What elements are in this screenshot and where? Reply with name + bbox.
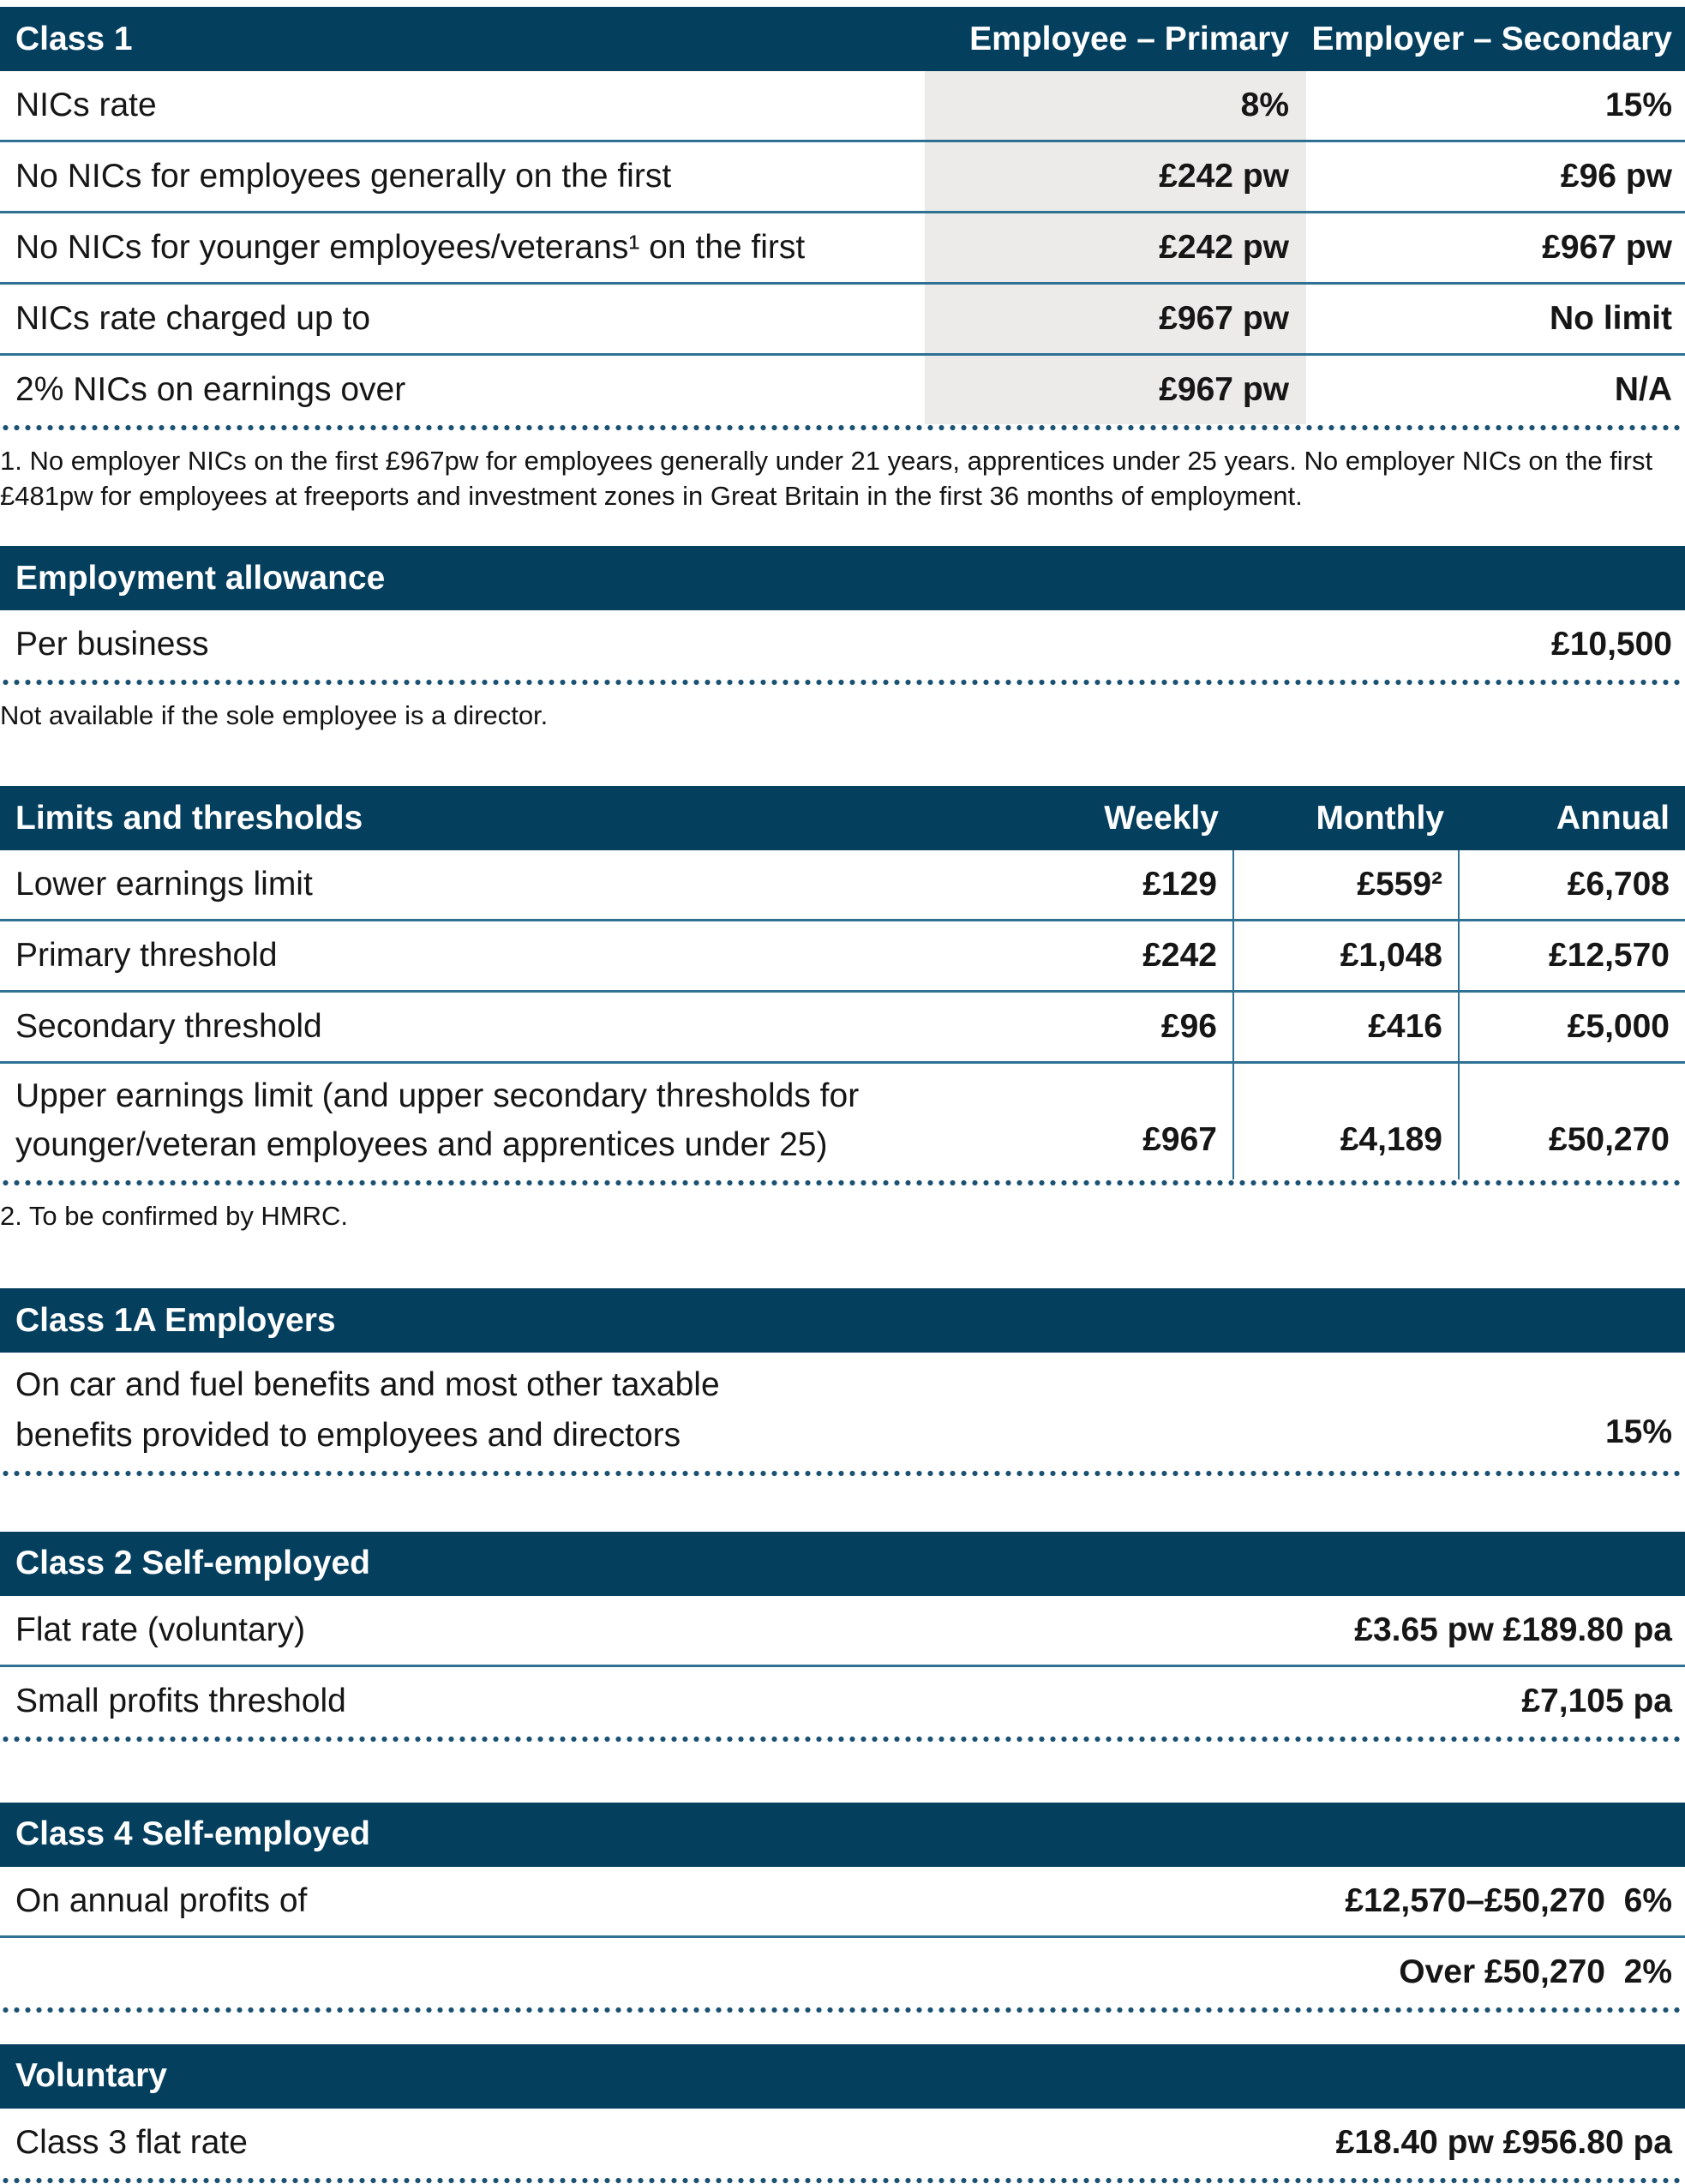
table-row xyxy=(0,1665,1685,1736)
row-label: On car and fuel benefits and most other taxable benefits provided to employees and directors xyxy=(15,1366,720,1455)
section-title: Employment allowance xyxy=(15,559,386,597)
row-value-annual: £5,000 xyxy=(1567,1008,1670,1045)
dotted-divider xyxy=(0,679,1685,686)
table-row xyxy=(0,140,1685,211)
dotted-divider xyxy=(0,1470,1685,1477)
row-label xyxy=(0,1938,1399,2007)
row-label: No NICs for employees generally on the first xyxy=(15,158,672,195)
section-header xyxy=(0,1288,1685,1353)
section-title: Class 2 Self-employed xyxy=(15,1545,370,1582)
employment-allowance-table xyxy=(0,546,1685,733)
class1-col-employer-secondary: Employer – Secondary xyxy=(1311,20,1672,57)
row-value: £10,500 xyxy=(1551,626,1672,663)
class1-title: Class 1 xyxy=(15,20,133,57)
table-row xyxy=(0,919,1685,990)
limits-footnote: 2. To be confirmed by HMRC. xyxy=(0,1201,349,1232)
class1-col-employee-primary: Employee – Primary xyxy=(969,20,1289,57)
class1-header-row xyxy=(0,7,1685,71)
class1a-table xyxy=(0,1288,1685,1477)
section-header xyxy=(0,1803,1685,1867)
row-value-secondary: £96 pw xyxy=(1560,158,1672,195)
row-label: Secondary threshold xyxy=(15,1008,322,1045)
table-row xyxy=(0,990,1685,1061)
class1-footnote: 1. No employer NICs on the first £967pw for employees generally under 21 years, apprentices under 25 years. No employer NICs on the first £481pw for employees at freeports and investment zones in Great Britain in the first 36 months of employment. xyxy=(0,446,1653,511)
table-row xyxy=(0,353,1685,424)
row-label: Primary threshold xyxy=(15,937,278,974)
row-value-annual: £12,570 xyxy=(1549,937,1670,974)
section-header xyxy=(0,1532,1685,1596)
row-value-monthly: £1,048 xyxy=(1234,921,1460,990)
section-header xyxy=(0,2044,1685,2109)
row-value-secondary: £967 pw xyxy=(1542,229,1672,266)
section-title: Class 1A Employers xyxy=(15,1301,336,1339)
row-label: On annual profits of xyxy=(15,1881,308,1919)
row-value-secondary: 15% xyxy=(1604,87,1672,123)
section-header xyxy=(0,546,1685,610)
table-row xyxy=(0,71,1685,140)
row-value: £3.65 pw £189.80 pa xyxy=(1354,1611,1672,1648)
table-row xyxy=(0,1353,1685,1470)
table-row xyxy=(0,282,1685,353)
limits-col-weekly: Weekly xyxy=(1104,799,1219,837)
row-value-monthly: £559² xyxy=(1234,850,1460,919)
table-row xyxy=(0,1061,1685,1179)
row-value-primary: £967 pw xyxy=(925,285,1306,353)
row-value-primary: £242 pw xyxy=(925,142,1306,211)
table-row xyxy=(0,211,1685,282)
dotted-divider xyxy=(0,1179,1685,1186)
dotted-divider xyxy=(0,2177,1685,2184)
table-row xyxy=(0,1596,1685,1665)
class1-table xyxy=(0,7,1685,513)
dotted-divider xyxy=(0,424,1685,431)
row-label: Upper earnings limit (and upper secondary thresholds for younger/veteran employees and apprentices under 25) xyxy=(15,1077,860,1163)
class2-table xyxy=(0,1532,1685,1743)
row-value-secondary: N/A xyxy=(1614,371,1672,408)
row-value-weekly: £242 xyxy=(994,921,1234,990)
row-value-weekly: £129 xyxy=(994,850,1234,919)
table-row xyxy=(0,2109,1685,2177)
limits-col-annual: Annual xyxy=(1556,799,1670,837)
row-label: Lower earnings limit xyxy=(15,866,313,903)
class4-table xyxy=(0,1803,1685,2013)
limits-thresholds-table xyxy=(0,786,1685,1233)
row-value-annual: £6,708 xyxy=(1567,866,1670,903)
row-value-weekly: £967 xyxy=(994,1064,1234,1179)
row-value-secondary: No limit xyxy=(1550,300,1672,337)
row-value-monthly: £4,189 xyxy=(1234,1064,1460,1179)
row-value: 15% xyxy=(1604,1413,1672,1450)
row-label: Small profits threshold xyxy=(15,1682,346,1719)
dotted-divider xyxy=(0,2007,1685,2013)
limits-title: Limits and thresholds xyxy=(15,799,363,837)
limits-header-row xyxy=(0,786,1685,850)
row-value-annual: £50,270 xyxy=(1549,1121,1670,1159)
table-row xyxy=(0,1935,1685,2007)
row-label: 2% NICs on earnings over xyxy=(15,371,406,408)
row-label: Class 3 flat rate xyxy=(15,2123,248,2161)
section-title: Class 4 Self-employed xyxy=(15,1815,370,1853)
row-value: £18.40 pw £956.80 pa xyxy=(1335,2123,1672,2161)
row-label: No NICs for younger employees/veterans¹ on the first xyxy=(15,229,806,266)
limits-col-monthly: Monthly xyxy=(1316,799,1444,837)
row-label: NICs rate charged up to xyxy=(15,300,371,337)
table-row xyxy=(0,850,1685,919)
row-value-primary: £967 pw xyxy=(925,356,1306,424)
row-label: Flat rate (voluntary) xyxy=(15,1611,306,1648)
dotted-divider xyxy=(0,1736,1685,1743)
row-value: £12,570–£50,270 6% xyxy=(1345,1881,1672,1919)
row-value: £7,105 pa xyxy=(1521,1682,1672,1719)
table-row xyxy=(0,610,1685,679)
row-value-primary: £242 pw xyxy=(925,213,1306,282)
section-title: Voluntary xyxy=(15,2057,167,2095)
table-row xyxy=(0,1867,1685,1935)
row-value-monthly: £416 xyxy=(1234,993,1460,1061)
employment-allowance-footnote: Not available if the sole employee is a director. xyxy=(0,700,549,730)
row-value-primary: 8% xyxy=(925,71,1306,140)
voluntary-table xyxy=(0,2044,1685,2184)
row-value: Over £50,270 2% xyxy=(1399,1953,1672,1990)
row-label: Per business xyxy=(15,626,209,663)
row-label: NICs rate xyxy=(15,87,157,123)
row-value-weekly: £96 xyxy=(994,993,1234,1061)
